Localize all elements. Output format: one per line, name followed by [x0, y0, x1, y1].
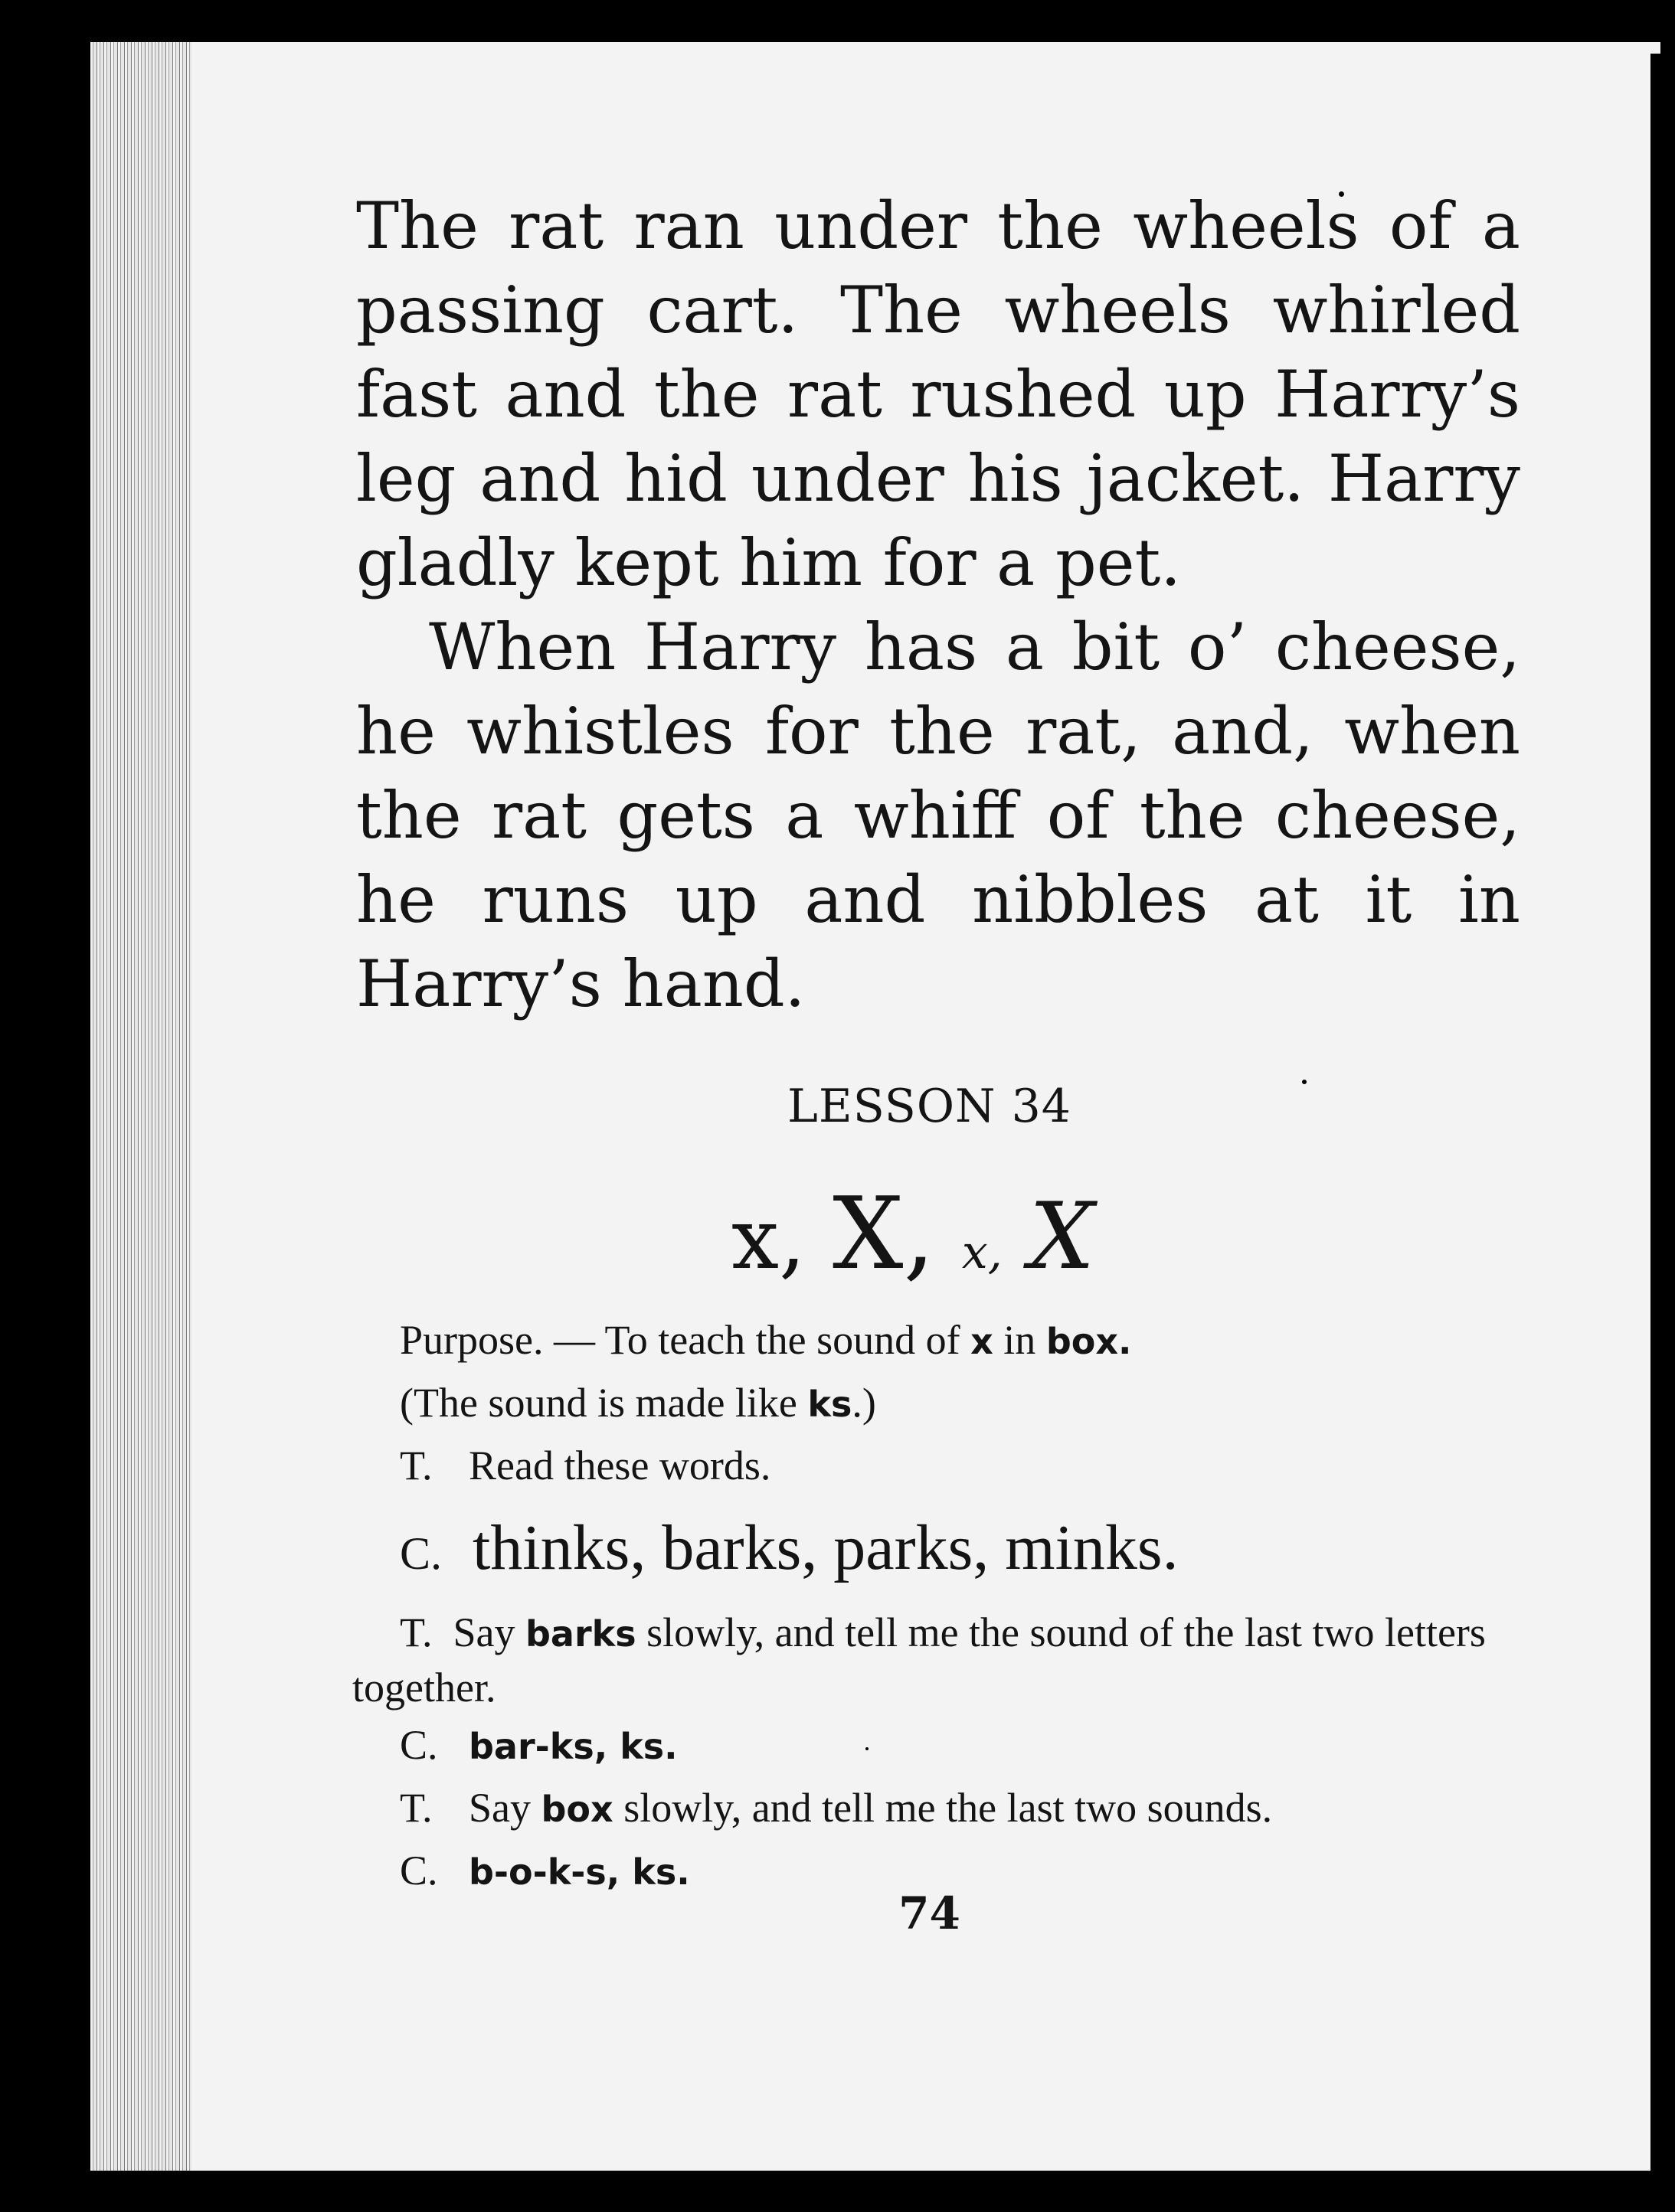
teacher-line	[352, 1435, 1520, 1496]
speaker-label: C.	[400, 1528, 443, 1579]
teacher-line	[352, 1777, 1520, 1840]
script-lowercase-letter: x,	[961, 1226, 1003, 1279]
paragraph: The rat ran under the wheels of a passing cart. The wheels whirled fast and the rat rushed up Harry’s leg and hid under his jacket. Harry gladly kept him for a pet.	[356, 188, 1520, 600]
story-text	[356, 184, 1520, 1026]
lesson-dialog	[352, 1309, 1520, 1903]
letter-forms	[731, 1175, 1094, 1292]
speaker-label: T.	[400, 1609, 433, 1655]
child-answer: b-o-k-s, ks.	[469, 1851, 690, 1893]
sound-note-end: .)	[852, 1380, 876, 1426]
child-line	[352, 1714, 1520, 1777]
teacher-text-pre: Say	[469, 1785, 531, 1831]
speaker-label: C.	[400, 1848, 438, 1893]
purpose-in: in	[1003, 1317, 1036, 1363]
teacher-text: Read these words.	[469, 1443, 771, 1488]
speaker-label: T.	[400, 1785, 433, 1831]
lowercase-letter: x,	[731, 1190, 806, 1288]
sound-note-text: (The sound is made like	[400, 1380, 797, 1426]
sound-note-line	[352, 1372, 1520, 1435]
teacher-text-pre: Say	[453, 1609, 515, 1655]
lesson-title: LESSON 34	[787, 1080, 1071, 1133]
script-uppercase-letter: X	[1029, 1184, 1095, 1290]
child-answer: bar-ks, ks.	[469, 1726, 678, 1767]
child-word-list	[352, 1502, 1520, 1599]
speaker-label: T.	[400, 1443, 433, 1488]
teacher-bold-word: barks	[525, 1613, 636, 1655]
teacher-line	[352, 1606, 1520, 1714]
purpose-word: box.	[1045, 1321, 1132, 1362]
teacher-bold-word: box	[541, 1789, 613, 1830]
speck	[47, 329, 51, 333]
purpose-text: Purpose. — To teach the sound of	[400, 1317, 960, 1363]
sound-note-bold: ks	[807, 1384, 852, 1425]
teacher-text-post: slowly, and tell me the last two sounds.	[623, 1785, 1273, 1831]
speaker-label: C.	[400, 1722, 438, 1768]
speck	[525, 2186, 532, 2192]
purpose-line	[352, 1309, 1520, 1372]
paragraph: When Harry has a bit o’ cheese, he whistles for the rat, and, when the rat gets a whiff of the cheese, he runs up and nibbles at it in Harry’s hand.	[356, 609, 1520, 1021]
word-list: thinks, barks, parks, minks.	[473, 1512, 1179, 1583]
teacher-text-post: slowly, and tell me the sound of the last two letters together.	[352, 1609, 1486, 1710]
purpose-letter: x	[970, 1321, 993, 1362]
uppercase-letter: X,	[832, 1175, 935, 1292]
page-number: 74	[898, 1887, 960, 1939]
